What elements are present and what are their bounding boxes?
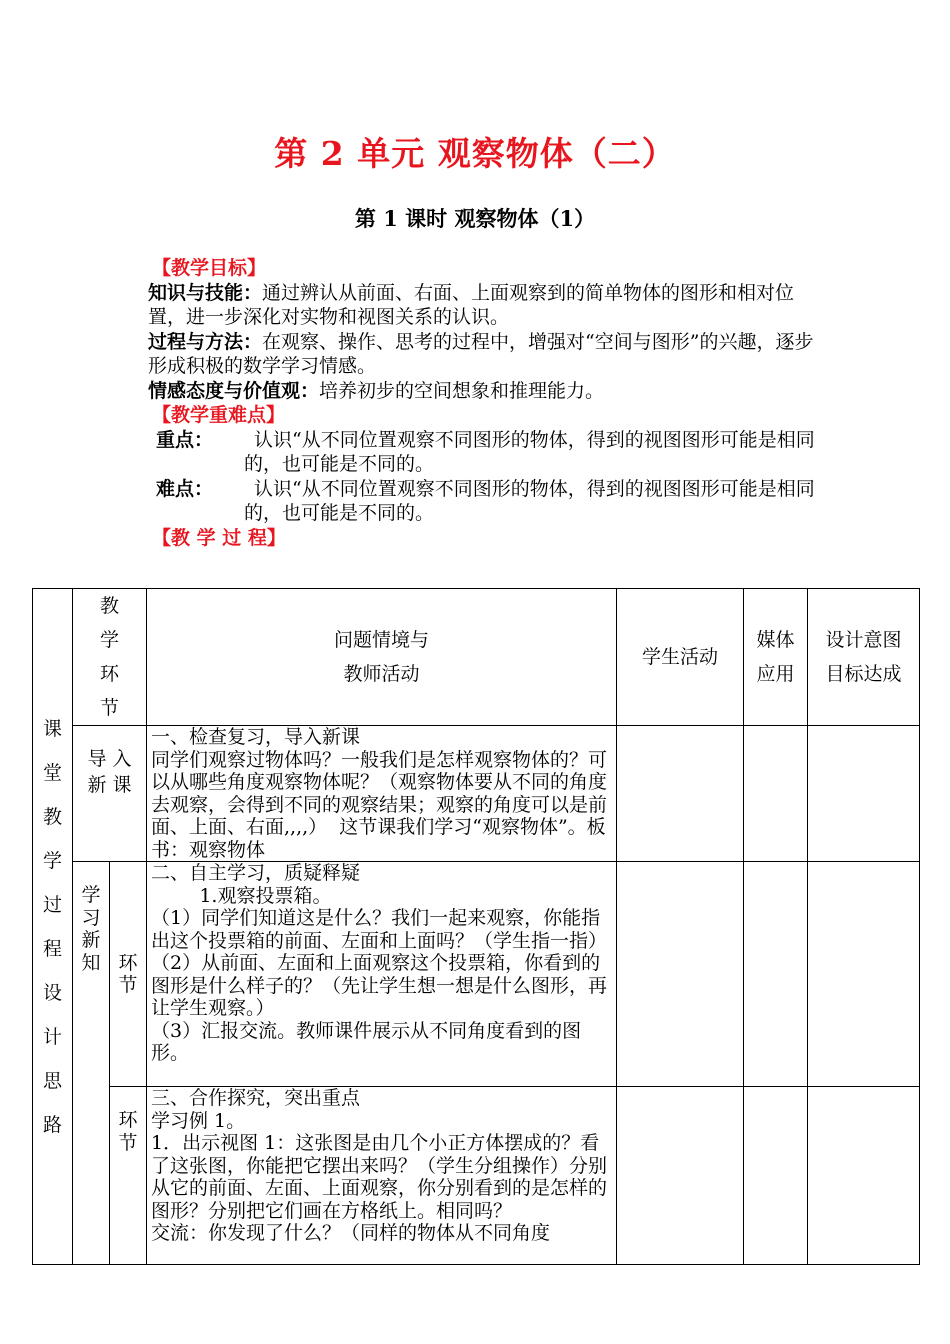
intro-media-cell	[744, 726, 808, 862]
header-teacher: 问题情境与 教师活动	[147, 589, 617, 726]
process-heading: 【教 学 过 程】	[152, 526, 286, 549]
intro-stage-cell: 导 入 新 课	[73, 726, 147, 862]
sub-stage-cell-2: 环 节	[110, 1087, 147, 1265]
learn-student-cell-1	[617, 862, 744, 1087]
learn-text-cell-1: 二、自主学习，质疑释疑 1.观察投票箱。 （1）同学们知道这是什么？我们一起来观察，你能指出这个投票箱的前面、左面和上面吗？（学生指一指） （2）从前面、左面和上面观察这个投票箱，你看到的图形是什么样子的？（先让学生想一想是什么图形，再让学生观察。） （3）汇报交流。教师课件展示从不同角度看到的图形。	[147, 862, 617, 1087]
difficult-point-text: 认识“从不同位置观察不同图形的物体，得到的视图图形可能是相同的，也可能是不同的。	[244, 477, 815, 524]
emotion-text: 培养初步的空间想象和推理能力。	[319, 379, 605, 402]
difficult-point-row	[148, 477, 828, 526]
learn-student-cell-2	[617, 1087, 744, 1265]
learn-design-cell-2	[808, 1087, 920, 1265]
emotion-paragraph	[148, 379, 828, 404]
process-paragraph	[148, 330, 828, 379]
lesson-subtitle: 第 1 课时 观察物体（1）	[354, 206, 596, 231]
knowledge-paragraph	[148, 281, 828, 330]
key-point-text: 认识“从不同位置观察不同图形的物体，得到的视图图形可能是相同的，也可能是不同的。	[244, 428, 815, 475]
learn-text-cell-2: 三、合作探究，突出重点 学习例 1。 1．出示视图 1：这张图是由几个小正方体摆成的？看了这张图，你能把它摆出来吗？（学生分组操作）分别从它的前面、左面、上面观察，你分别看到的是怎样的图形？分别把它们画在方格纸上。相同吗？ 交流：你发现了什么？（同样的物体从不同角度	[147, 1087, 617, 1265]
key-point-label: 重点：	[156, 428, 214, 451]
learn-design-cell-1	[808, 862, 920, 1087]
table-header-row	[33, 589, 920, 726]
header-stage: 教学环节	[73, 589, 147, 726]
lesson-plan-header	[148, 256, 828, 550]
process-text: 在观察、操作、思考的过程中，增强对“空间与图形”的兴趣，逐步形成积极的数学学习情感。	[148, 330, 814, 377]
emotion-label: 情感态度与价值观：	[148, 379, 320, 402]
table-row	[33, 1087, 920, 1265]
intro-student-cell	[617, 726, 744, 862]
learn-media-cell-2	[744, 1087, 808, 1265]
header-student: 学生活动	[617, 589, 744, 726]
page-title: 第 2 单元 观察物体（二）	[274, 134, 676, 173]
sub-stage-cell-1: 环 节	[110, 862, 147, 1087]
intro-text-cell: 一、检查复习，导入新课 同学们观察过物体吗？一般我们是怎样观察物体的？可以从哪些角度观察物体呢？（观察物体要从不同的角度去观察，会得到不同的观察结果；观察的角度可以是前面、上面、右面,,,,） 这节课我们学习“观察物体”。板书：观察物体	[147, 726, 617, 862]
side-label-cell: 课 堂 教 学 过 程 设 计 思 路	[33, 589, 73, 1265]
header-design: 设计意图 目标达成	[808, 589, 920, 726]
process-label: 过程与方法：	[148, 330, 263, 353]
learn-media-cell-1	[744, 862, 808, 1087]
teaching-process-table	[32, 588, 920, 1265]
keypoints-heading: 【教学重难点】	[152, 404, 286, 426]
key-point-row	[148, 428, 828, 477]
knowledge-label: 知识与技能：	[148, 281, 263, 304]
knowledge-text: 通过辨认从前面、右面、上面观察到的简单物体的图形和相对位置，进一步深化对实物和视图关系的认识。	[148, 281, 795, 328]
difficult-point-label: 难点：	[156, 477, 214, 500]
objectives-heading: 【教学目标】	[152, 257, 267, 279]
table-row	[33, 726, 920, 862]
header-media: 媒体 应用	[744, 589, 808, 726]
intro-design-cell	[808, 726, 920, 862]
learn-stage-cell: 学 习 新 知	[73, 862, 110, 1265]
table-row	[33, 862, 920, 1087]
